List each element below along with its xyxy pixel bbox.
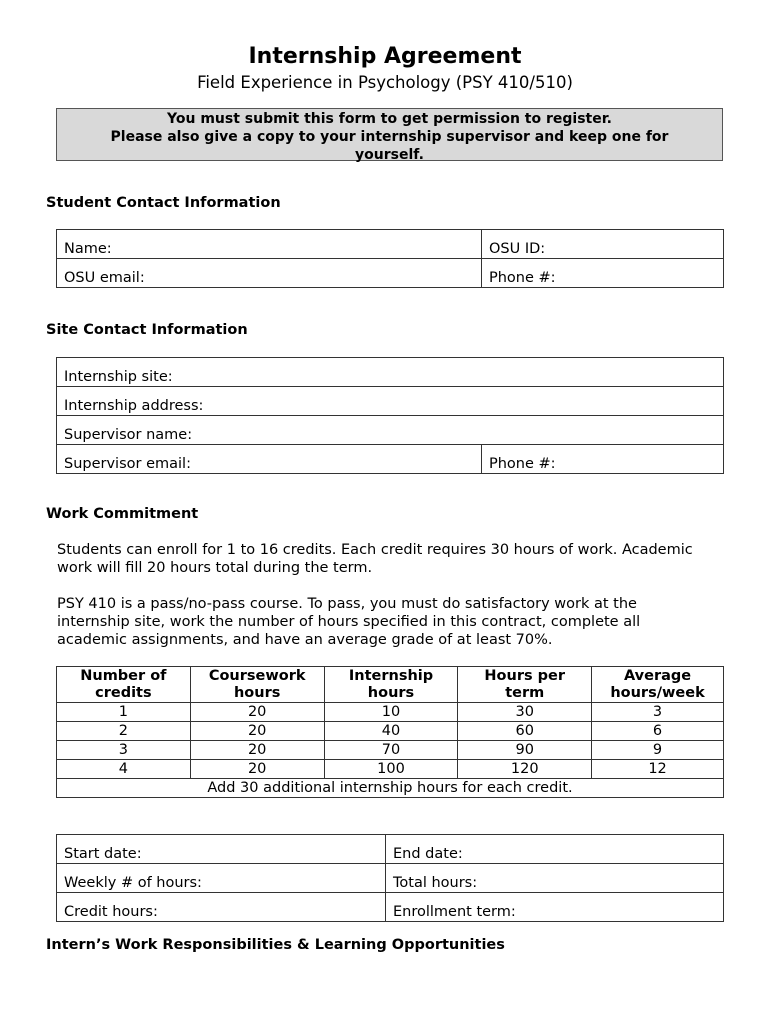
table-row — [57, 741, 724, 760]
weekly-hours-label: Weekly # of hours: — [64, 875, 202, 891]
student-contact-heading: Student Contact Information — [46, 195, 281, 211]
student-phone-field[interactable] — [482, 259, 724, 288]
enrollment-term-label: Enrollment term: — [393, 904, 516, 920]
end-date-label: End date: — [393, 846, 463, 862]
work-commitment-paragraph-2 — [57, 595, 727, 649]
header-internship-hours: Internship hours — [324, 667, 458, 703]
paragraph-2-line-3: academic assignments, and have an average grade of at least 70%. — [57, 632, 553, 648]
document-title: Internship Agreement — [248, 44, 522, 69]
table-cell: 100 — [324, 760, 458, 779]
table-cell: 20 — [190, 760, 324, 779]
header-average-hours-week: Average hours/week — [592, 667, 724, 703]
total-hours-label: Total hours: — [393, 875, 478, 891]
credits-table — [56, 666, 724, 798]
name-label: Name: — [64, 241, 112, 257]
total-hours-field[interactable] — [386, 864, 724, 893]
credits-table-note: Add 30 additional internship hours for each credit. — [57, 779, 724, 798]
table-row — [57, 703, 724, 722]
table-row — [57, 760, 724, 779]
table-cell: 20 — [190, 703, 324, 722]
credit-hours-field[interactable] — [57, 893, 386, 922]
internship-address-label: Internship address: — [64, 398, 204, 414]
enrollment-term-field[interactable] — [386, 893, 724, 922]
work-commitment-heading: Work Commitment — [46, 506, 199, 522]
site-contact-heading: Site Contact Information — [46, 322, 248, 338]
osu-email-label: OSU email: — [64, 270, 145, 286]
paragraph-2-line-1: PSY 410 is a pass/no-pass course. To pass, you must do satisfactory work at the — [57, 596, 637, 612]
site-contact-table — [56, 357, 724, 474]
table-cell: 4 — [57, 760, 191, 779]
osu-email-field[interactable] — [57, 259, 482, 288]
table-cell: 3 — [592, 703, 724, 722]
student-phone-label: Phone #: — [489, 270, 556, 286]
header-credits: Number of credits — [57, 667, 191, 703]
paragraph-1-line-1: Students can enroll for 1 to 16 credits. Each credit requires 30 hours of work. Academic — [57, 542, 693, 558]
start-date-field[interactable] — [57, 835, 386, 864]
table-cell: 10 — [324, 703, 458, 722]
credit-hours-label: Credit hours: — [64, 904, 158, 920]
supervisor-email-field[interactable] — [57, 445, 482, 474]
table-cell: 6 — [592, 722, 724, 741]
paragraph-1-line-2: work will fill 20 hours total during the term. — [57, 560, 373, 576]
table-cell: 12 — [592, 760, 724, 779]
header-hours-per-term: Hours per term — [458, 667, 592, 703]
table-cell: 3 — [57, 741, 191, 760]
table-row — [57, 722, 724, 741]
table-cell: 120 — [458, 760, 592, 779]
supervisor-phone-label: Phone #: — [489, 456, 556, 472]
paragraph-2-line-2: internship site, work the number of hours specified in this contract, complete all — [57, 614, 641, 630]
name-field[interactable] — [57, 230, 482, 259]
table-cell: 60 — [458, 722, 592, 741]
internship-site-field[interactable] — [57, 358, 724, 387]
end-date-field[interactable] — [386, 835, 724, 864]
student-contact-table — [56, 229, 724, 288]
credits-table-note-row — [57, 779, 724, 798]
notice-line-3: yourself. — [355, 147, 424, 163]
table-cell: 20 — [190, 741, 324, 760]
osu-id-field[interactable] — [482, 230, 724, 259]
start-date-label: Start date: — [64, 846, 142, 862]
supervisor-email-label: Supervisor email: — [64, 456, 191, 472]
table-cell: 9 — [592, 741, 724, 760]
table-cell: 90 — [458, 741, 592, 760]
header-coursework-hours: Coursework hours — [190, 667, 324, 703]
document-subtitle: Field Experience in Psychology (PSY 410/510) — [197, 73, 573, 92]
table-cell: 40 — [324, 722, 458, 741]
weekly-hours-field[interactable] — [57, 864, 386, 893]
supervisor-name-label: Supervisor name: — [64, 427, 193, 443]
table-cell: 30 — [458, 703, 592, 722]
work-commitment-paragraph-1 — [57, 541, 727, 577]
table-cell: 70 — [324, 741, 458, 760]
supervisor-name-field[interactable] — [57, 416, 724, 445]
table-cell: 2 — [57, 722, 191, 741]
table-cell: 20 — [190, 722, 324, 741]
osu-id-label: OSU ID: — [489, 241, 546, 257]
notice-line-2: Please also give a copy to your internship supervisor and keep one for — [110, 129, 669, 145]
supervisor-phone-field[interactable] — [482, 445, 724, 474]
internship-site-label: Internship site: — [64, 369, 173, 385]
internship-address-field[interactable] — [57, 387, 724, 416]
responsibilities-heading: Intern’s Work Responsibilities & Learning Opportunities — [46, 937, 505, 953]
table-cell: 1 — [57, 703, 191, 722]
notice-line-1: You must submit this form to get permission to register. — [167, 111, 612, 127]
schedule-table — [56, 834, 724, 922]
notice-box — [56, 108, 723, 161]
credits-table-header — [57, 667, 724, 703]
